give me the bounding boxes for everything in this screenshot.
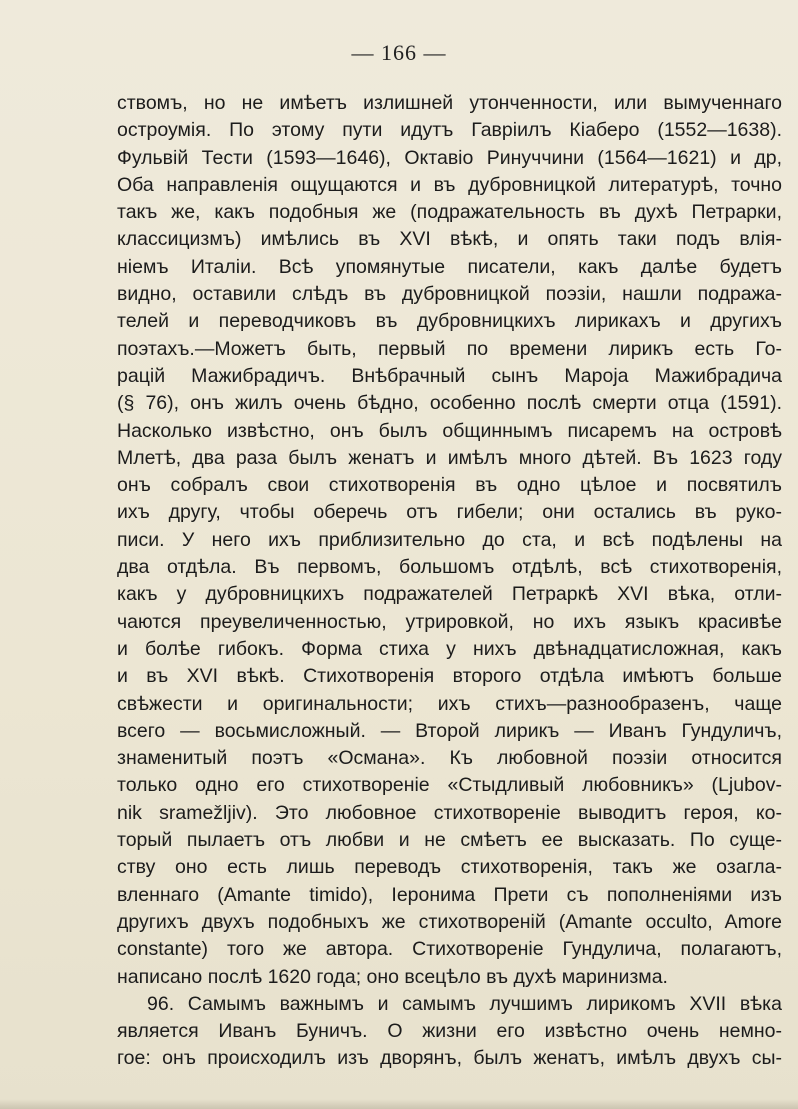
text-line: свѣжести и оригинальности; ихъ стихъ—разнообразенъ, чаще [117, 692, 782, 715]
text-line: видно, оставили слѣдъ въ дубровницкой поэзіи, нашли подража- [117, 283, 782, 306]
text-line: constante) того же автора. Стихотвореніе Гундулича, полагаютъ, [117, 938, 782, 961]
text-line: является Иванъ Буничъ. О жизни его извѣстно очень немно- [117, 1020, 782, 1043]
text-line: (§ 76), онъ жилъ очень бѣдно, особенно послѣ смерти отца (1591). [117, 392, 782, 415]
text-line: телей и переводчиковъ въ дубровницкихъ лирикахъ и другихъ [117, 310, 782, 333]
text-line: знаменитый поэтъ «Османа». Къ любовной поэзіи относится [117, 747, 782, 770]
text-line: всего — восьмисложный. — Второй лирикъ — Иванъ Гундуличъ, [117, 719, 782, 742]
body-text [117, 90, 782, 1073]
text-line: какъ у дубровницкихъ подражателей Петраркѣ XVI вѣка, отли- [117, 583, 782, 606]
text-line: два отдѣла. Въ первомъ, большомъ отдѣлѣ, всѣ стихотворенія, [117, 556, 782, 579]
text-line: рацій Мажибрадичъ. Внѣбрачный сынъ Мароја Мажибрадича [117, 364, 782, 387]
page-edge-shadow [0, 1099, 798, 1109]
text-line: только одно его стихотвореніе «Стыдливый любовникъ» (Ljubov- [117, 774, 782, 797]
text-line: торый пылаетъ отъ любви и не смѣетъ ее высказать. По суще- [117, 829, 782, 852]
text-line: Насколько извѣстно, онъ былъ общиннымъ писаремъ на островѣ [117, 419, 782, 442]
text-line: и болѣе гибокъ. Форма стиха у нихъ двѣнадцатисложная, какъ [117, 637, 782, 660]
text-line: ніемъ Италіи. Всѣ упомянутые писатели, какъ далѣе будетъ [117, 255, 782, 278]
text-line: Млетѣ, два раза былъ женатъ и имѣлъ много дѣтей. Въ 1623 году [117, 446, 782, 469]
text-line: чаются преувеличенностью, утрировкой, но ихъ языкъ красивѣе [117, 610, 782, 633]
text-line: другихъ двухъ подобныхъ же стихотвореній (Amante occulto, Amore [117, 910, 782, 933]
text-line: nik sramežljiv). Это любовное стихотвореніе выводитъ героя, ко- [117, 801, 782, 824]
text-line: ихъ другу, чтобы оберечь отъ гибели; они остались въ руко- [117, 501, 782, 524]
text-line: написано послѣ 1620 года; оно всецѣло въ духѣ маринизма. [117, 965, 668, 988]
text-line: остроумія. По этому пути идутъ Гавріилъ Кіаберо (1552—1638). [117, 119, 782, 142]
text-line: Фульвій Тести (1593—1646), Октавіо Ринуччини (1564—1621) и др, [117, 146, 782, 169]
paragraph-start-line: 96. Самымъ важнымъ и самымъ лучшимъ лирикомъ XVII вѣка [147, 992, 782, 1015]
text-line: Оба направленія ощущаются и въ дубровницкой литературѣ, точно [117, 173, 782, 196]
text-line: писи. У него ихъ приблизительно до ста, и всѣ подѣлены на [117, 528, 782, 551]
text-line: гое: онъ происходилъ изъ дворянъ, былъ женатъ, имѣлъ двухъ сы- [117, 1047, 782, 1070]
text-line: вленнаго (Amante timido), Іеронима Прети съ пополненіями изъ [117, 883, 782, 906]
text-line: классицизмъ) имѣлись въ XVI вѣкѣ, и опять таки подъ влія- [117, 228, 782, 251]
text-line: ствомъ, но не имѣетъ излишней утонченности, или вымученнаго [117, 92, 782, 114]
page-number: — 166 — [351, 40, 447, 65]
text-line: онъ собралъ свои стихотворенія въ одно цѣлое и посвятилъ [117, 474, 782, 497]
text-line: и въ XVI вѣкѣ. Стихотворенія второго отдѣла имѣютъ больше [117, 665, 782, 688]
text-line: такъ же, какъ подобныя же (подражательность въ духѣ Петрарки, [117, 201, 782, 224]
text-line: ству оно есть лишь переводъ стихотворенія, такъ же озагла- [117, 856, 782, 879]
text-line: поэтахъ.—Можетъ быть, первый по времени лирикъ есть Го- [117, 337, 782, 360]
